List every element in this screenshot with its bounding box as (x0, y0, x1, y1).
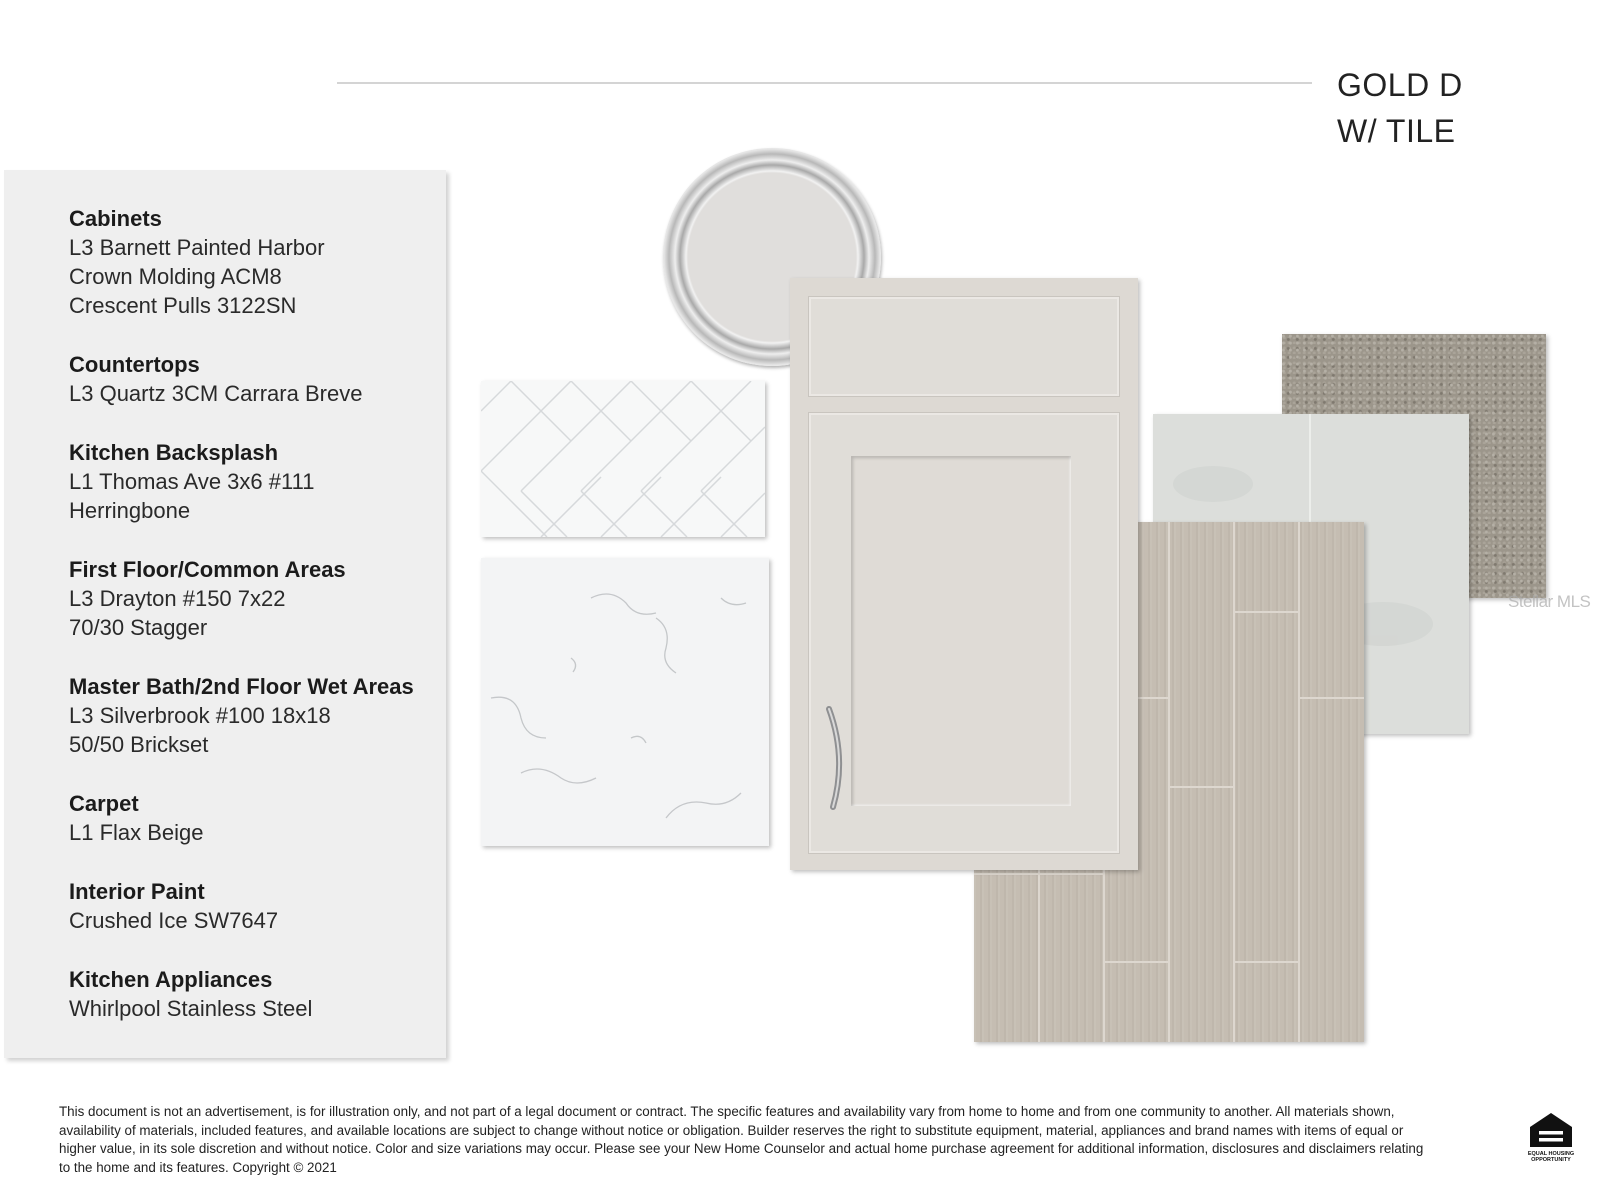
spec-group (69, 877, 414, 935)
herringbone-pattern (481, 381, 765, 537)
cabinet-door-swatch (790, 278, 1138, 870)
spec-heading: Carpet (69, 791, 139, 816)
spec-group (69, 965, 414, 1023)
spec-line: L1 Thomas Ave 3x6 #111 (69, 469, 315, 494)
eho-text-line-2: OPPORTUNITY (1531, 1157, 1571, 1163)
backsplash-tile-swatch (481, 381, 765, 537)
title-line-2: W/ TILE (1337, 113, 1456, 149)
spec-line: 70/30 Stagger (69, 615, 208, 640)
marble-veining (481, 558, 769, 846)
spec-group (69, 672, 414, 759)
page-title (1337, 62, 1463, 154)
spec-line: Herringbone (69, 498, 191, 523)
disclaimer-text: This document is not an advertisement, is for illustration only, and not part of a legal document or contract. The specific features and availability vary from home to home and from one community to another. All materials shown, availability of materials, included features, and available locations are subject to change without notice or obligation. Builder reserves the right to substitute equipment, material, appliances and brand names with items of equal or higher value, in its sole discretion and without notice. Color and size variations may occur. Please see your New Home Counselor and actual home purchase agreement for additional information, disclosures and disclaimers relating to the home and its features. Copyright © 2021 (59, 1104, 1424, 1175)
spec-heading: Master Bath/2nd Floor Wet Areas (69, 674, 414, 699)
spec-line: L1 Flax Beige (69, 820, 204, 845)
spec-group (69, 438, 414, 525)
top-divider-line (337, 82, 1312, 84)
spec-group (69, 555, 414, 642)
equal-housing-opportunity-icon (1526, 1111, 1576, 1163)
spec-line: L3 Barnett Painted Harbor (69, 235, 325, 260)
spec-heading: First Floor/Common Areas (69, 557, 346, 582)
spec-group (69, 350, 414, 408)
quartz-countertop-swatch (481, 558, 769, 846)
spec-line: 50/50 Brickset (69, 732, 209, 757)
spec-list (69, 204, 414, 1053)
spec-heading: Kitchen Appliances (69, 967, 273, 992)
cabinet-door-front (808, 412, 1120, 854)
eho-text-line-1: EQUAL HOUSING (1527, 1151, 1575, 1157)
spec-heading: Cabinets (69, 206, 162, 231)
spec-line: L3 Quartz 3CM Carrara Breve (69, 381, 363, 406)
spec-line: L3 Drayton #150 7x22 (69, 586, 286, 611)
spec-line: L3 Silverbrook #100 18x18 (69, 703, 331, 728)
watermark: Stellar MLS (1508, 592, 1591, 611)
cabinet-recessed-panel (851, 456, 1071, 806)
spec-group (69, 789, 414, 847)
spec-heading: Interior Paint (69, 879, 205, 904)
spec-heading: Countertops (69, 352, 200, 377)
spec-line: Crushed Ice SW7647 (69, 908, 279, 933)
spec-line: Crescent Pulls 3122SN (69, 293, 297, 318)
spec-line: Whirlpool Stainless Steel (69, 996, 313, 1021)
title-line-1: GOLD D (1337, 67, 1463, 103)
spec-panel (4, 170, 446, 1058)
cabinet-drawer-front (808, 296, 1120, 397)
spec-line: Crown Molding ACM8 (69, 264, 282, 289)
spec-heading: Kitchen Backsplash (69, 440, 279, 465)
crescent-pull-icon (821, 703, 851, 813)
spec-group (69, 204, 414, 320)
